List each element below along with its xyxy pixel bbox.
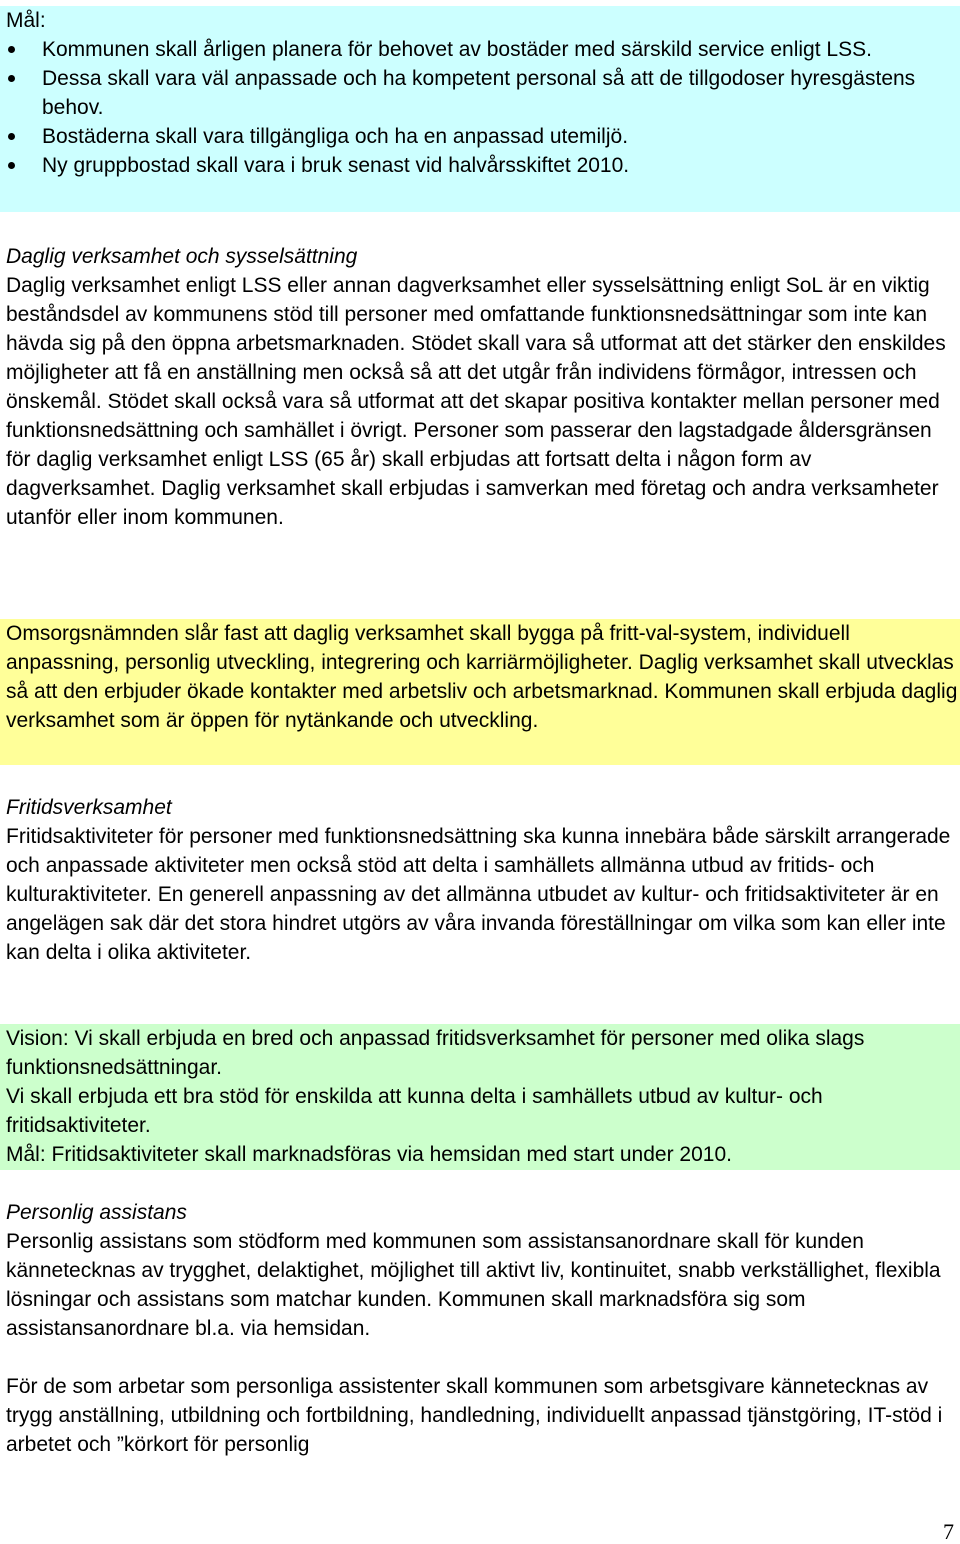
page-number: 7 [943,1519,954,1544]
personal-assistance-body: Personlig assistans som stödform med kommunen som assistansanordnare skall för kunden kännetecknas av trygghet, delaktighet, möjlighet till aktivt liv, kontinuitet, snabb verkställighet, flexibla lösningar och assistans som matchar kunden. Kommunen skall marknadsföra sig som assistansanordnare bl.a. via hemsidan. [6,1230,941,1340]
goals-box [0,6,960,212]
daily-activity-section [6,242,956,532]
goal-item [6,151,960,180]
goal-text: Kommunen skall årligen planera för behovet av bostäder med särskild service enligt LSS. [42,38,872,61]
goal-item [6,35,960,64]
goal-text: Dessa skall vara väl anpassade och ha kompetent personal så att de tillgodoser hyresgästens behov. [42,67,916,119]
personal-assistance-section [6,1198,956,1459]
vision-text: Vision: Vi skall erbjuda en bred och anpassad fritidsverksamhet för personer med olika slags funktionsnedsättningar. [6,1027,865,1079]
bullet-icon [8,162,15,169]
personal-assistance-heading: Personlig assistans [6,1201,187,1224]
leisure-goal-text: Mål: Fritidsaktiviteter skall marknadsföras via hemsidan med start under 2010. [6,1143,732,1166]
daily-activity-body: Daglig verksamhet enligt LSS eller annan dagverksamhet eller sysselsättning enligt SoL är en viktig beståndsdel av kommunens stöd till personer med omfattande funktionsnedsättningar som inte kan hävda sig på den öppna arbetsmarknaden. Stödet skall vara så utformat att det stärker den enskildes möjligheter att få en anställning men också så att det utgår från individens förmågor, intressen och önskemål. Stödet skall också vara så utformat att det skapar positiva kontakter mellan personer med funktionsnedsättning och samhället i övrigt. Personer som passerar den lagstadgade åldersgränsen för daglig verksamhet enligt LSS (65 år) skall erbjudas att fortsatt delta i någon form av dagverksamhet. Daglig verksamhet skall erbjudas i samverkan med företag och andra verksamheter utanför eller inom kommunen. [6,274,946,529]
bullet-icon [8,46,15,53]
decision-box [0,619,960,765]
leisure-body: Fritidsaktiviteter för personer med funktionsnedsättning ska kunna innebära både särskilt arrangerade och anpassade aktiviteter men också stöd att delta i samhällets allmänna utbud av fritids- och kulturaktiviteter. En generell anpassning av det allmänna utbudet av kultur- och fritidsaktiviteter är en angelägen sak där det stora hindret utgörs av våra invanda föreställningar om vilka som kan eller inte kan delta i olika aktiviteter. [6,825,951,964]
bullet-icon [8,75,15,82]
goals-list [6,35,960,180]
goal-text: Ny gruppbostad skall vara i bruk senast vid halvårsskiftet 2010. [42,154,630,177]
goal-text: Bostäderna skall vara tillgängliga och ha en anpassad utemiljö. [42,125,629,148]
employer-text: För de som arbetar som personliga assistenter skall kommunen som arbetsgivare kännetecknas av trygg anställning, utbildning och fortbildning, handledning, individuellt anpassad tjänstgöring, IT-stöd i arbetet och ”körkort för personlig [6,1375,943,1456]
goal-item [6,64,960,122]
daily-activity-heading: Daglig verksamhet och sysselsättning [6,245,358,268]
support-text: Vi skall erbjuda ett bra stöd för enskilda att kunna delta i samhällets utbud av kultur- och fritidsaktiviteter. [6,1085,823,1137]
leisure-section [6,793,956,967]
goals-label: Mål: [6,9,46,32]
goal-item [6,122,960,151]
bullet-icon [8,133,15,140]
decision-text: Omsorgsnämnden slår fast att daglig verksamhet skall bygga på fritt-val-system, individuell anpassning, personlig utveckling, integrering och karriärmöjligheter. Daglig verksamhet skall utvecklas så att den erbjuder ökade kontakter med arbetsliv och arbetsmarknad. Kommunen skall erbjuda daglig verksamhet som är öppen för nytänkande och utveckling. [6,622,958,732]
vision-box [0,1024,960,1170]
leisure-heading: Fritidsverksamhet [6,796,172,819]
